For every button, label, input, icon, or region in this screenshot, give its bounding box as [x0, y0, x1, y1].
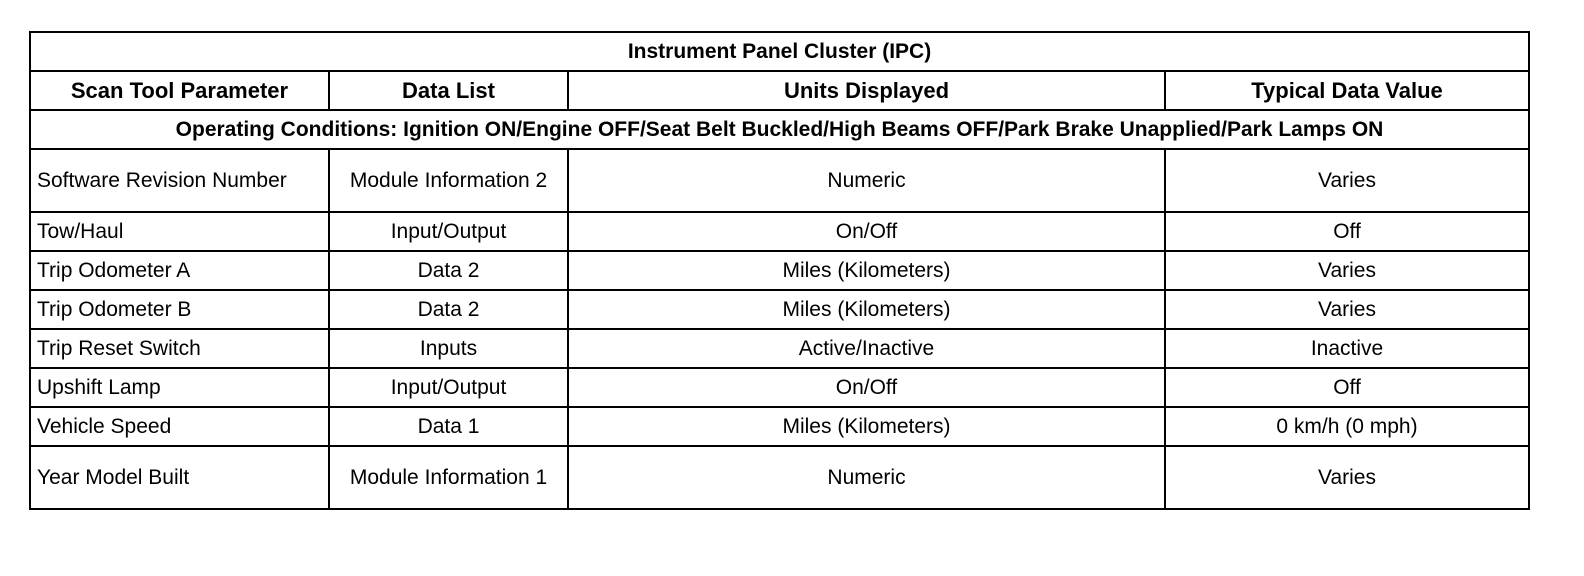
- cell-parameter: Year Model Built: [30, 446, 329, 509]
- cell-parameter: Software Revision Number: [30, 149, 329, 212]
- table-row: [30, 446, 1529, 509]
- cell-data-list: Data 2: [329, 251, 568, 290]
- header-data-list: Data List: [329, 71, 568, 110]
- cell-data-list: Module Information 1: [329, 446, 568, 509]
- cell-parameter: Trip Odometer B: [30, 290, 329, 329]
- cell-typical-value: 0 km/h (0 mph): [1165, 407, 1529, 446]
- cell-data-list: Input/Output: [329, 212, 568, 251]
- cell-units: Miles (Kilometers): [568, 251, 1165, 290]
- header-units-displayed: Units Displayed: [568, 71, 1165, 110]
- table-row: [30, 251, 1529, 290]
- cell-units: Numeric: [568, 149, 1165, 212]
- cell-parameter: Upshift Lamp: [30, 368, 329, 407]
- cell-parameter: Tow/Haul: [30, 212, 329, 251]
- cell-parameter: Vehicle Speed: [30, 407, 329, 446]
- table-row: [30, 290, 1529, 329]
- table-row: [30, 368, 1529, 407]
- cell-units: Numeric: [568, 446, 1165, 509]
- operating-conditions-row: [30, 110, 1529, 149]
- cell-typical-value: Varies: [1165, 446, 1529, 509]
- cell-typical-value: Varies: [1165, 290, 1529, 329]
- header-scan-tool-parameter: Scan Tool Parameter: [30, 71, 329, 110]
- cell-parameter: Trip Odometer A: [30, 251, 329, 290]
- cell-units: Miles (Kilometers): [568, 290, 1165, 329]
- cell-typical-value: Off: [1165, 368, 1529, 407]
- cell-typical-value: Varies: [1165, 251, 1529, 290]
- cell-data-list: Module Information 2: [329, 149, 568, 212]
- cell-units: Active/Inactive: [568, 329, 1165, 368]
- table-title-row: [30, 32, 1529, 71]
- cell-parameter: Trip Reset Switch: [30, 329, 329, 368]
- cell-data-list: Data 1: [329, 407, 568, 446]
- operating-conditions: Operating Conditions: Ignition ON/Engine OFF/Seat Belt Buckled/High Beams OFF/Park Brake Unapplied/Park Lamps ON: [30, 110, 1529, 149]
- table-title: Instrument Panel Cluster (IPC): [30, 32, 1529, 71]
- cell-units: On/Off: [568, 212, 1165, 251]
- cell-data-list: Data 2: [329, 290, 568, 329]
- cell-typical-value: Off: [1165, 212, 1529, 251]
- cell-units: Miles (Kilometers): [568, 407, 1165, 446]
- table-row: [30, 212, 1529, 251]
- header-typical-data-value: Typical Data Value: [1165, 71, 1529, 110]
- table-row: [30, 149, 1529, 212]
- cell-typical-value: Inactive: [1165, 329, 1529, 368]
- cell-data-list: Input/Output: [329, 368, 568, 407]
- ipc-data-table: [29, 31, 1530, 510]
- table-row: [30, 407, 1529, 446]
- cell-typical-value: Varies: [1165, 149, 1529, 212]
- table-row: [30, 329, 1529, 368]
- cell-data-list: Inputs: [329, 329, 568, 368]
- table-header-row: [30, 71, 1529, 110]
- cell-units: On/Off: [568, 368, 1165, 407]
